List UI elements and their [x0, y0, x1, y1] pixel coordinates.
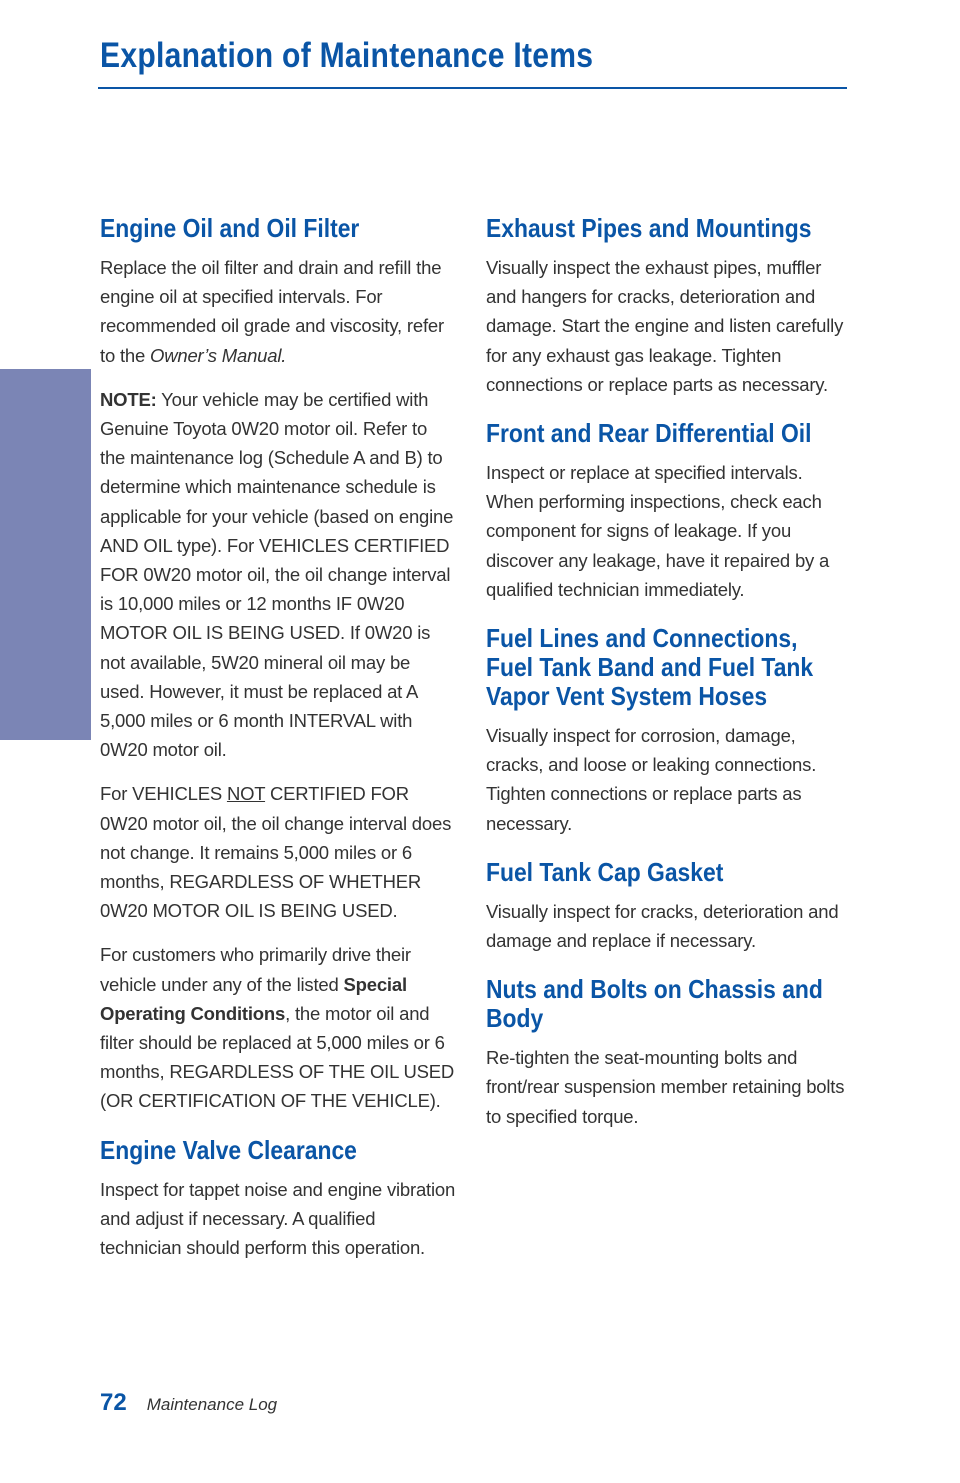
note-label: NOTE: — [100, 388, 157, 410]
engine-oil-note — [100, 385, 456, 765]
section-heading-engine-oil: Engine Oil and Oil Filter — [100, 213, 360, 243]
not-emphasis: NOT — [226, 783, 266, 805]
section-engine-oil — [100, 214, 456, 1116]
special-conditions-paragraph — [100, 940, 456, 1115]
cap-gasket-text: Visually inspect for cracks, deterioration and damage and replace if necessary. — [486, 900, 839, 952]
fuel-lines-heading-line-3: Vapor Vent System Hoses — [486, 681, 768, 712]
nuts-bolts-heading-line-1: Nuts and Bolts on Chassis and — [486, 974, 823, 1005]
footer-label: Maintenance Log — [146, 1395, 278, 1414]
section-differential — [486, 419, 848, 604]
section-nuts-bolts — [486, 975, 848, 1131]
fuel-lines-heading-line-1: Fuel Lines and Connections, — [486, 623, 798, 654]
page-number: 72 — [100, 1389, 127, 1416]
engine-oil-text: Replace the oil filter and drain and refill the engine oil at specified intervals. For recommended oil grade and viscosity, refer to the — [100, 257, 444, 366]
fuel-lines-text: Visually inspect for corrosion, damage, cracks, and loose or leaking connections. Tighten connections or replace parts as necessary. — [486, 725, 817, 834]
right-column — [486, 214, 848, 1151]
section-heading-nuts-bolts — [486, 974, 823, 1034]
special-conditions-term: Special Operating Conditions — [100, 973, 407, 1024]
fuel-lines-heading-line-2: Fuel Tank Band and Fuel Tank — [486, 652, 814, 683]
note-text: Your vehicle may be certified with Genuine Toyota 0W20 motor oil. Refer to the maintenance log (Schedule A and B) to determine which maintenance schedule is applicable for your vehicle (based on engine AND OIL type). For VEHICLES CERTIFIED FOR 0W20 motor oil, the oil change interval is 10,000 miles or 12 months IF 0W20 MOTOR OIL IS BEING USED. If 0W20 is not available, 5W20 mineral oil may be used. However, it must be replaced at A 5,000 miles or 6 month INTERVAL with 0W20 motor oil. — [100, 388, 454, 761]
page-footer — [100, 1389, 277, 1417]
section-heading-valve-clearance: Engine Valve Clearance — [100, 1134, 357, 1165]
section-cap-gasket — [486, 858, 848, 955]
special-conditions-text-b: , the motor oil and filter should be replaced at 5,000 miles or 6 months, REGARDLESS OF THE OIL USED (OR CERTIFICATION OF THE VEHICLE). — [100, 1002, 455, 1112]
section-heading-differential: Front and Rear Differential Oil — [486, 418, 812, 449]
title-divider — [98, 87, 847, 89]
valve-clearance-text: Inspect for tappet noise and engine vibration and adjust if necessary. A qualified technician should perform this operation. — [100, 1178, 456, 1259]
exhaust-text: Visually inspect the exhaust pipes, muffler and hangers for cracks, deterioration and damage. Start the engine and listen carefully for any exhaust gas leakage. Tighten connections or replace parts as necessary. — [486, 257, 844, 395]
non-certified-text-b: CERTIFIED FOR 0W20 motor oil, the oil change interval does not change. It remains 5,000 miles or 6 months, REGARDLESS OF WHETHER 0W20 MOTOR OIL IS BEING USED. — [100, 783, 452, 922]
section-side-tab — [0, 369, 91, 1004]
nuts-bolts-text: Re-tighten the seat-mounting bolts and front/rear suspension member retaining bolts to specified torque. — [486, 1047, 845, 1127]
section-heading-fuel-lines — [486, 623, 814, 712]
page-title: Explanation of Maintenance Items — [100, 36, 594, 75]
engine-oil-paragraph — [100, 253, 456, 370]
section-heading-exhaust: Exhaust Pipes and Mountings — [486, 213, 812, 243]
differential-text: Inspect or replace at specified intervals. When performing inspections, check each component for signs of leakage. If you discover any leakage, have it repaired by a qualified technician immediately. — [486, 462, 830, 600]
owners-manual-reference: Owner’s Manual. — [150, 344, 287, 366]
non-certified-text-a: For VEHICLES — [100, 783, 227, 805]
section-exhaust — [486, 214, 848, 399]
section-heading-cap-gasket: Fuel Tank Cap Gasket — [486, 856, 724, 887]
section-valve-clearance — [100, 1136, 456, 1263]
nuts-bolts-heading-line-2: Body — [486, 1003, 544, 1034]
section-fuel-lines — [486, 624, 848, 838]
side-tab-label: MAINTENANCE — [54, 844, 77, 1004]
left-column — [100, 214, 456, 1282]
special-conditions-text-a: For customers who primarily drive their vehicle under any of the listed — [100, 944, 411, 995]
non-certified-paragraph — [100, 779, 456, 925]
